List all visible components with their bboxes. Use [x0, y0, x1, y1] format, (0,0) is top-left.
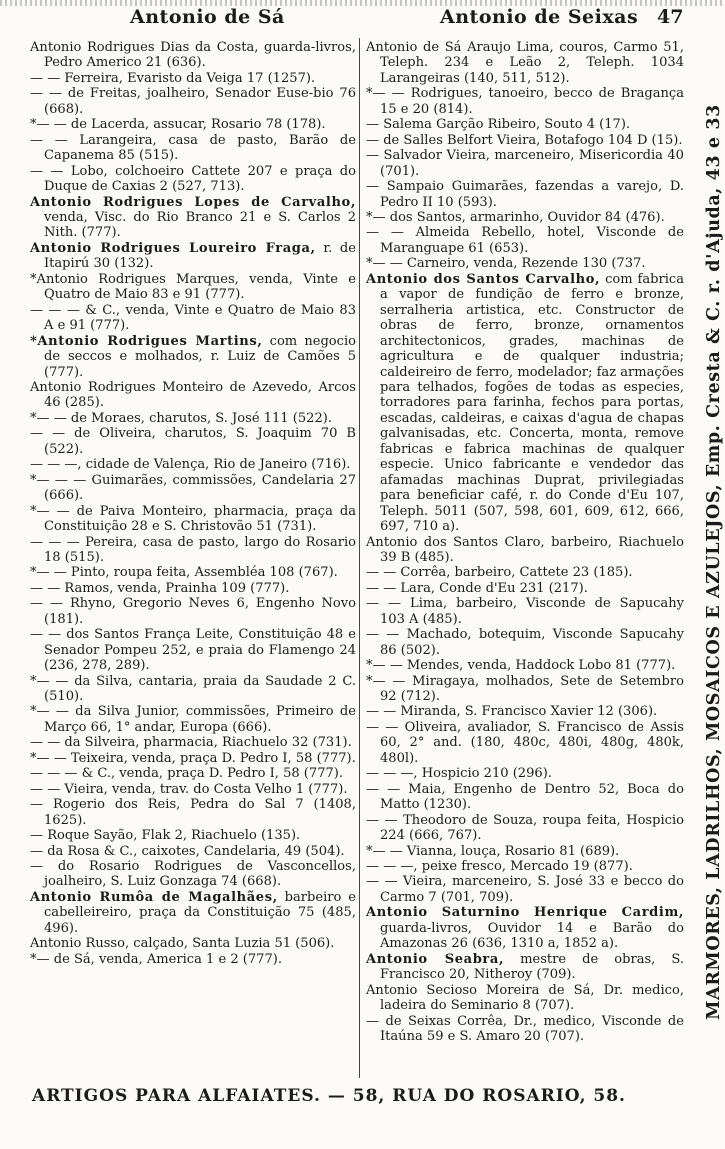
- side-advertisement: [686, 42, 722, 1082]
- directory-entry: [30, 704, 356, 735]
- entry-text: Antonio Rodrigues Monteiro de Azevedo, Arcos 46 (285).: [30, 379, 356, 411]
- directory-entry: [366, 674, 684, 705]
- entry-text: — — Ferreira, Evaristo da Veiga 17 (1257).: [30, 70, 316, 86]
- entry-text: — — Ramos, venda, Prainha 109 (777).: [30, 580, 290, 596]
- directory-entry: [366, 704, 684, 719]
- entry-text: *— — — Guimarães, commissões, Candelaria 27 (666).: [30, 472, 356, 504]
- entry-text: — — Theodoro de Souza, roupa feita, Hospicio 224 (666, 767).: [366, 812, 684, 844]
- directory-entry: [30, 782, 356, 797]
- entry-text: — Salema Garção Ribeiro, Souto 4 (17).: [366, 117, 631, 133]
- entry-text: barbeiro e cabelleireiro, praça da Constituição 75 (485, 496).: [44, 889, 356, 936]
- right-column: [366, 40, 684, 1044]
- directory-entry: [366, 766, 684, 781]
- entry-text: — — Machado, botequim, Visconde Sapucahy 86 (502).: [366, 627, 684, 658]
- directory-entry: [366, 565, 684, 580]
- directory-entry: [30, 627, 356, 673]
- entry-text: — — Lima, barbeiro, Visconde de Sapucahy 103 A (485).: [366, 596, 684, 627]
- directory-entry: [30, 195, 356, 241]
- footer-advertisement: ARTIGOS PARA ALFAIATES. — 58, RUA DO ROSARIO, 58.: [32, 1086, 626, 1106]
- entry-text: Antonio Rodrigues Dias da Costa, guarda-livros, Pedro Americo 21 (636).: [30, 40, 356, 71]
- directory-entry: [30, 936, 356, 951]
- entry-name: Antonio Rodrigues Loureiro Fraga,: [30, 240, 316, 256]
- directory-entry: [366, 983, 684, 1014]
- directory-entry: [366, 782, 684, 813]
- entry-text: — — Oliveira, avaliador, S. Francisco de Assis 60, 2° and. (180, 480c, 480i, 480g, 480k, 480l).: [366, 719, 684, 766]
- page-number: 47: [657, 6, 684, 28]
- directory-entry: [366, 117, 684, 132]
- directory-entry: [366, 148, 684, 179]
- directory-entry: [366, 658, 684, 673]
- entry-text: — — Maia, Engenho de Dentro 52, Boca do Matto (1230).: [366, 781, 684, 813]
- directory-entry: [30, 735, 356, 750]
- entry-text: — — Lara, Conde d'Eu 231 (217).: [366, 580, 588, 596]
- directory-entry: [30, 797, 356, 828]
- directory-entry: [366, 40, 684, 86]
- directory-entry: [366, 210, 684, 225]
- entry-text: — da Rosa & C., caixotes, Candelaria, 49 (504).: [30, 843, 345, 859]
- directory-entry: [366, 133, 684, 148]
- directory-entry: [366, 627, 684, 658]
- entry-text: *— — Rodrigues, tanoeiro, becco de Bragança 15 e 20 (814).: [366, 86, 684, 117]
- entry-text: mestre de obras, S. Francisco 20, Nitheroy (709).: [380, 951, 684, 983]
- entry-text: — — Vieira, marceneiro, S. José 33 e becco do Carmo 7 (701, 709).: [366, 874, 684, 905]
- directory-entry: [366, 905, 684, 951]
- directory-entry: [30, 303, 356, 334]
- directory-entry: [366, 859, 684, 874]
- directory-entry: [366, 874, 684, 905]
- directory-entry: [366, 535, 684, 566]
- entry-text: *— de Sá, venda, America 1 e 2 (777).: [30, 951, 283, 967]
- directory-entry: [30, 334, 356, 380]
- directory-entry: [30, 766, 356, 781]
- directory-entry: [366, 256, 684, 271]
- entry-text: *— — da Silva Junior, commissões, Primeiro de Março 66, 1° andar, Europa (666).: [30, 704, 356, 735]
- entry-name: Antonio Seabra,: [366, 951, 505, 967]
- entry-text: Antonio Secioso Moreira de Sá, Dr. medico, ladeira do Seminario 8 (707).: [366, 982, 684, 1014]
- entry-name: Antonio Rumôa de Magalhães,: [30, 889, 278, 905]
- entry-name: *Antonio Rodrigues Martins,: [30, 333, 263, 349]
- directory-entry: [30, 844, 356, 859]
- left-column: [30, 40, 356, 967]
- entry-text: Antonio dos Santos Claro, barbeiro, Riachuelo 39 B (485).: [366, 534, 684, 565]
- header-right-title: Antonio de Seixas: [440, 6, 639, 28]
- entry-text: *— — Teixeira, venda, praça D. Pedro I, 58 (777).: [30, 750, 356, 766]
- directory-entry: [30, 411, 356, 426]
- column-divider: [359, 38, 360, 1078]
- directory-entry: [30, 859, 356, 890]
- entry-text: venda, Visc. do Rio Branco 21 e S. Carlos 2 Nith. (777).: [44, 209, 356, 241]
- entry-text: — — —, cidade de Valença, Rio de Janeiro (716).: [30, 457, 351, 473]
- entry-text: — — —, peixe fresco, Mercado 19 (877).: [366, 859, 633, 875]
- directory-entry: [366, 720, 684, 766]
- entry-text: — Rogerio dos Reis, Pedra do Sal 7 (1408, 1625).: [30, 797, 356, 828]
- entry-text: Antonio de Sá Araujo Lima, couros, Carmo 51, Teleph. 234 e Leão 2, Teleph. 1034 Larangeiras (140, 511, 512).: [366, 40, 684, 86]
- side-advertisement-text: MARMORES, LADRILHOS, MOSAICOS E AZULEJOS, Emp. Cresta & C. r. d'Ajuda, 43 e 33: [704, 104, 724, 1020]
- entry-text: — — da Silveira, pharmacia, Riachuelo 32 (731).: [30, 735, 352, 751]
- directory-entry: [366, 581, 684, 596]
- directory-entry: [30, 535, 356, 566]
- entry-text: *— — Vianna, louça, Rosario 81 (689).: [366, 843, 620, 859]
- entry-text: com negocio de seccos e molhados, r. Luiz de Camões 5 (777).: [44, 333, 356, 380]
- page-header: [0, 4, 725, 30]
- entry-text: — do Rosario Rodrigues de Vasconcellos, joalheiro, S. Luiz Gonzaga 74 (668).: [30, 859, 356, 890]
- directory-entry: [30, 565, 356, 580]
- header-left-title: Antonio de Sá: [130, 6, 285, 28]
- entry-text: guarda-livros, Ouvidor 14 e Barão do Amazonas 26 (636, 1310 a, 1852 a).: [380, 920, 684, 952]
- entry-text: *— — Miragaya, molhados, Sete de Setembro 92 (712).: [366, 673, 684, 705]
- directory-entry: [30, 596, 356, 627]
- entry-text: *— — Mendes, venda, Haddock Lobo 81 (777).: [366, 658, 676, 674]
- entry-text: — — Almeida Rebello, hotel, Visconde de Maranguape 61 (653).: [366, 225, 684, 256]
- directory-entry: [30, 504, 356, 535]
- directory-entry: [30, 164, 356, 195]
- entry-text: — — — Pereira, casa de pasto, largo do Rosario 18 (515).: [30, 534, 356, 565]
- entry-text: — Sampaio Guimarães, fazendas a varejo, D. Pedro II 10 (593).: [366, 179, 684, 210]
- directory-entry: [30, 473, 356, 504]
- entry-text: — de Seixas Corrêa, Dr., medico, Visconde de Itaúna 59 e S. Amaro 20 (707).: [366, 1013, 684, 1044]
- directory-entry: [30, 380, 356, 411]
- directory-entry: [366, 179, 684, 210]
- directory-entry: [366, 813, 684, 844]
- entry-text: — — — & C., venda, Vinte e Quatro de Maio 83 A e 91 (777).: [30, 302, 356, 334]
- directory-entry: [366, 952, 684, 983]
- entry-text: r. de Itapirú 30 (132).: [44, 240, 356, 272]
- entry-text: — — Larangeira, casa de pasto, Barão de Capanema 85 (515).: [30, 132, 356, 164]
- directory-entry: [30, 581, 356, 596]
- directory-entry: [366, 1014, 684, 1045]
- entry-text: — — Lobo, colchoeiro Cattete 207 e praça do Duque de Caxias 2 (527, 713).: [30, 163, 356, 195]
- entry-text: — — de Oliveira, charutos, S. Joaquim 70 B (522).: [30, 426, 356, 457]
- entry-text: *— — Pinto, roupa feita, Assembléa 108 (767).: [30, 565, 338, 581]
- entry-text: — — —, Hospicio 210 (296).: [366, 766, 552, 782]
- entry-text: *— — de Paiva Monteiro, pharmacia, praça da Constituição 28 e S. Christovão 51 (731).: [30, 503, 356, 535]
- entry-text: *— — Carneiro, venda, Rezende 130 (737.: [366, 256, 646, 272]
- entry-text: — — Vieira, venda, trav. do Costa Velho 1 (777).: [30, 781, 348, 797]
- directory-entry: [30, 426, 356, 457]
- entry-text: com fabrica a vapor de fundição de ferro e bronze, serralheria artistica, etc. Constructor de obras de ferro, bronze, ornamentos architectonicos, grades, machinas de agricultura e de qualquer industria; caldeireiro de ferro, modelador; faz armações para telhados, fogões de todas as especies, torradores para farinha, fechos para portas, escadas, caldeiras, e caixas d'agua de chapas galvanisadas, etc. Concerta, monta, remove fabricas e fabrica machinas de qualquer especie. Unico fabricante e vendedor das afamadas machinas Duprat, privilegiadas para beneficiar café, r. do Conde d'Eu 107, Teleph. 5011 (507, 598, 601, 609, 612, 666, 697, 710 a).: [380, 271, 684, 535]
- entry-text: — — — & C., venda, praça D. Pedro I, 58 (777).: [30, 766, 344, 782]
- directory-entry: [30, 952, 356, 967]
- entry-text: — — dos Santos França Leite, Constituição 48 e Senador Pompeu 252, e praia do Flamengo 24 (236, 278, 289).: [30, 627, 356, 674]
- entry-name: Antonio dos Santos Carvalho,: [366, 271, 601, 287]
- entry-text: — — de Freitas, joalheiro, Senador Euse-bio 76 (668).: [30, 86, 356, 117]
- directory-entry: [30, 674, 356, 705]
- directory-entry: [366, 86, 684, 117]
- directory-entry: [366, 844, 684, 859]
- directory-entry: [30, 40, 356, 71]
- entry-text: *— — da Silva, cantaria, praia da Saudade 2 C. (510).: [30, 673, 356, 705]
- directory-entry: [30, 457, 356, 472]
- directory-entry: [30, 133, 356, 164]
- entry-text: — — Miranda, S. Francisco Xavier 12 (306).: [366, 704, 658, 720]
- entry-text: — — Corrêa, barbeiro, Cattete 23 (185).: [366, 565, 633, 581]
- entry-text: — Salvador Vieira, marceneiro, Misericordia 40 (701).: [366, 148, 684, 179]
- directory-entry: [366, 272, 684, 535]
- entry-text: *Antonio Rodrigues Marques, venda, Vinte e Quatro de Maio 83 e 91 (777).: [30, 271, 356, 303]
- entry-text: — — Rhyno, Gregorio Neves 6, Engenho Novo (181).: [30, 596, 356, 627]
- directory-entry: [30, 71, 356, 86]
- entry-text: *— — de Lacerda, assucar, Rosario 78 (178).: [30, 117, 326, 133]
- directory-entry: [30, 117, 356, 132]
- entry-name: Antonio Rodrigues Lopes de Carvalho,: [30, 194, 356, 210]
- entry-text: Antonio Russo, calçado, Santa Luzia 51 (506).: [30, 936, 335, 952]
- directory-entry: [30, 86, 356, 117]
- directory-entry: [30, 751, 356, 766]
- directory-entry: [366, 225, 684, 256]
- directory-entry: [30, 828, 356, 843]
- directory-entry: [30, 241, 356, 272]
- directory-entry: [366, 596, 684, 627]
- entry-text: *— — de Moraes, charutos, S. José 111 (522).: [30, 410, 332, 426]
- directory-entry: [30, 272, 356, 303]
- entry-name: Antonio Saturnino Henrique Cardim,: [366, 905, 684, 921]
- directory-entry: [30, 890, 356, 936]
- entry-text: — de Salles Belfort Vieira, Botafogo 104 D (15).: [366, 132, 683, 148]
- entry-text: *— dos Santos, armarinho, Ouvidor 84 (476).: [366, 209, 665, 225]
- entry-text: — Roque Sayão, Flak 2, Riachuelo (135).: [30, 828, 301, 844]
